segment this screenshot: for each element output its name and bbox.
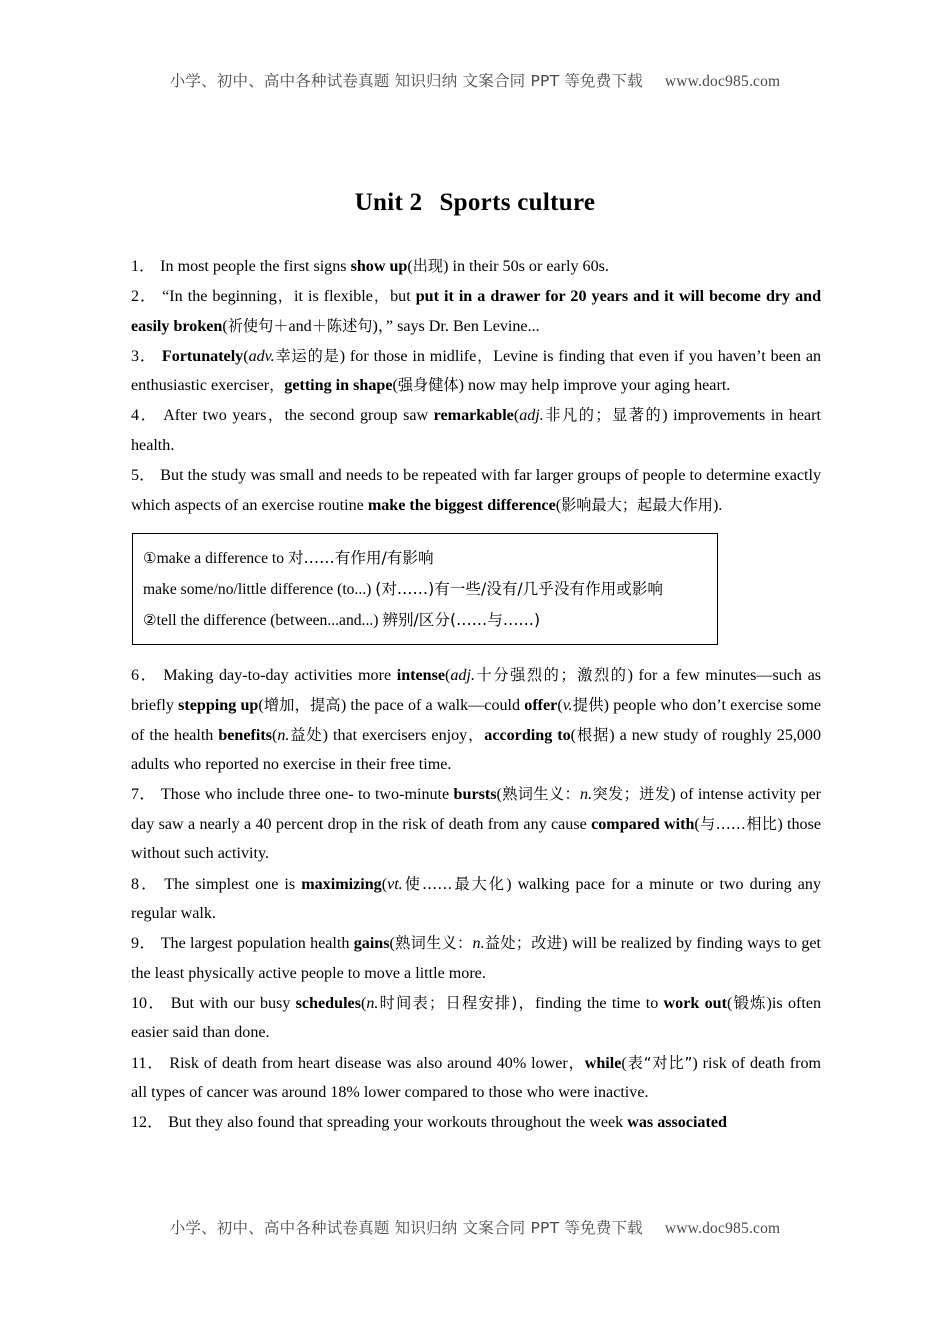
item-text: The simplest one is maximizing(vt.使……最大化) walking pace for a minute or two during any regular walk. — [131, 874, 822, 923]
item-text: But the study was small and needs to be repeated with far larger groups of people to determine exactly which aspects of an exercise routine make the biggest difference(影响最大；起最大作用). — [131, 467, 822, 514]
item-number: 7． — [131, 786, 156, 804]
list-item — [131, 989, 821, 1048]
watermark-header — [0, 69, 950, 91]
document-body — [131, 252, 821, 1138]
watermark-footer-text: 小学、初中、高中各种试卷真题 知识归纳 文案合同 PPT 等免费下载 — [169, 1219, 643, 1237]
item-number: 8． — [131, 875, 160, 893]
item-number: 1． — [131, 258, 156, 275]
item-text: But with our busy schedules(n.时间表；日程安排)，finding the time to work out(锻炼)is often easier said than done. — [131, 993, 822, 1042]
note-line-cn: (对……)有一些/没有/几乎没有作用或影响 — [375, 580, 664, 599]
list-item — [131, 661, 821, 779]
note-line-en: tell the difference (between...and...) — [156, 612, 383, 630]
title-unit: Unit 2 — [354, 188, 423, 216]
item-number: 12． — [131, 1114, 164, 1132]
list-item — [131, 1108, 821, 1138]
note-line-cn: 对……有作用/有影响 — [287, 549, 434, 568]
item-text: Fortunately(adv.幸运的是) for those in midlife，Levine is finding that even if you haven’t been an enthusiastic exerciser，getting in shape(强身健体) now may help improve your aging heart. — [131, 346, 822, 395]
note-marker: ① — [143, 549, 157, 568]
item-number: 11． — [131, 1054, 165, 1072]
note-line-en: make some/no/little difference (to...) — [143, 581, 376, 599]
list-item — [131, 282, 821, 341]
item-number: 5． — [131, 467, 156, 485]
note-line — [143, 605, 707, 636]
item-number: 6． — [131, 667, 159, 685]
item-number: 4． — [131, 407, 159, 425]
note-line-cn: 辨别/区分(……与……) — [382, 611, 541, 630]
list-item — [131, 252, 821, 282]
watermark-header-text: 小学、初中、高中各种试卷真题 知识归纳 文案合同 PPT 等免费下载 — [169, 72, 643, 90]
list-item — [131, 780, 821, 869]
item-text: Making day-to-day activities more intense(adj.十分强烈的；激烈的) for a few minutes—such as briefly stepping up(增加，提高) the pace of a walk—could offer(v.提供) people who don’t exercise some of the health benefits(n.益处) that exercisers enjoy，according to(根据) a new study of roughly 25,000 adults who reported no exercise in their free time. — [131, 666, 822, 774]
note-marker: ② — [143, 611, 157, 630]
page-title — [0, 189, 950, 217]
list-item — [131, 929, 821, 988]
list-item — [131, 461, 821, 520]
list-item — [131, 1049, 821, 1108]
list-item — [131, 870, 821, 929]
title-name: Sports culture — [439, 188, 596, 216]
note-line — [143, 574, 707, 605]
item-text: But they also found that spreading your workouts throughout the week was associated — [168, 1114, 727, 1132]
note-line-en: make a difference to — [156, 550, 288, 568]
list-item — [131, 342, 821, 401]
watermark-footer-url: www.doc985.com — [664, 1220, 781, 1237]
note-line — [143, 543, 707, 574]
item-number: 10． — [131, 994, 166, 1012]
item-number: 9． — [131, 935, 156, 953]
item-number: 3． — [131, 347, 157, 365]
item-number: 2． — [131, 288, 158, 306]
item-text: Risk of death from heart disease was also around 40% lower，while(表“对比”) risk of death from all types of cancer was around 18% lower compared to those who were inactive. — [131, 1053, 822, 1102]
item-text: “In the beginning，it is flexible，but put it in a drawer for 20 years and it will become dry and easily broken(祈使句＋and＋陈述句)，” says Dr. Ben Levine... — [131, 287, 822, 335]
item-text: After two years，the second group saw remarkable(adj.非凡的；显著的) improvements in heart health. — [131, 406, 822, 455]
watermark-footer — [0, 1216, 950, 1238]
watermark-header-url: www.doc985.com — [664, 73, 781, 90]
list-item — [131, 401, 821, 460]
note-box — [132, 533, 718, 645]
item-text: The largest population health gains(熟词生义：n.益处；改进) will be realized by finding ways to get the least physically active people to move a little more. — [131, 934, 822, 982]
item-text: In most people the first signs show up(出现) in their 50s or early 60s. — [160, 257, 609, 275]
item-text: Those who include three one- to two-minute bursts(熟词生义：n.突发；迸发) of intense activity per day saw a nearly a 40 percent drop in the risk of death from any cause compared with(与……相比) those without such activity. — [131, 785, 822, 863]
